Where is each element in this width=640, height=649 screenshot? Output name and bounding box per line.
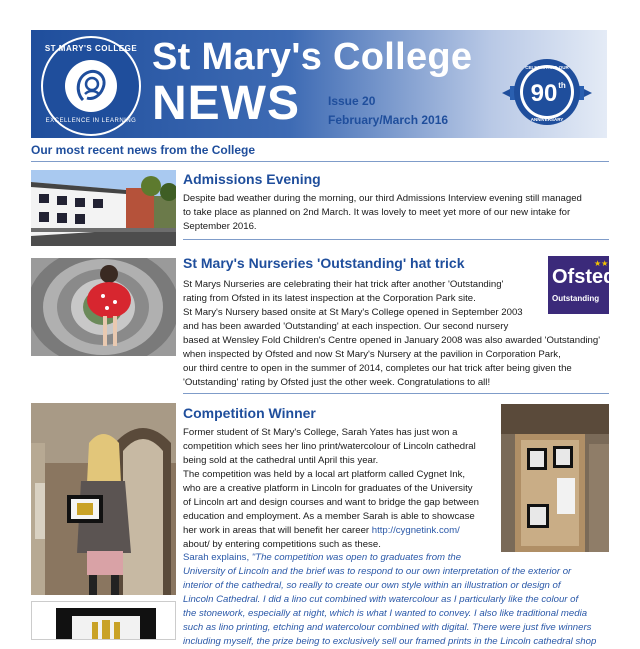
divider — [183, 239, 609, 240]
ofsted-rating: Outstanding — [552, 294, 600, 303]
badge-superscript: th — [558, 81, 566, 90]
badge-top-text: CELEBRATING OUR — [525, 65, 569, 70]
competition-line-text: her work in areas that will benefit her career — [183, 525, 372, 536]
quote-line — [183, 551, 596, 565]
quote-line: such as lino printing, etching and watercolour combined with digital. There were just five winners — [183, 622, 592, 633]
nursery-tunnel-photo — [31, 258, 176, 356]
badge-number: 90 — [530, 80, 558, 107]
quote-text: "The competition was open to graduates from the — [251, 552, 462, 563]
quote-line: including myself, the prize being to exclusively sell our framed prints in the Lincoln cathedral shop — [183, 636, 597, 647]
cygnet-ink-link[interactable]: http://cygnetink.com/ — [371, 525, 460, 536]
competition-heading: Competition Winner — [183, 405, 316, 421]
quote-line: the stonework, especially at night, which is what I wanted to convey. I also like traditional media — [183, 608, 588, 619]
cathedral-print-photo — [31, 601, 176, 640]
exhibition-photo — [501, 404, 609, 552]
newsletter-news-label: NEWS — [152, 77, 300, 130]
competition-line: Former student of St Mary's College, Sarah Yates has just won a — [183, 427, 458, 438]
divider — [31, 161, 609, 162]
admissions-heading: Admissions Evening — [183, 171, 321, 187]
nurseries-line: 'Outstanding' rating by Ofsted just the other week. Congratulations to all! — [183, 377, 491, 388]
competition-line: who are a creative platform in Lincoln for graduates of the University — [183, 483, 473, 494]
nurseries-line: when inspected by Ofsted and now St Mary's Nursery at the pavilion in Corporation Park, — [183, 349, 561, 360]
divider — [183, 393, 609, 394]
newsletter-title: St Mary's College — [152, 36, 473, 78]
badge-bottom-text: ANNIVERSARY — [530, 117, 564, 122]
nurseries-line: and has been awarded 'Outstanding' at each inspection. Our second nursery — [183, 321, 509, 332]
nurseries-body — [183, 278, 600, 390]
nurseries-line: our third centre to open in the summer of 2014, completes our hat trick after being given the — [183, 363, 572, 374]
competition-line: The competition was held by a local art platform called Cygnet Ink, — [183, 469, 466, 480]
admissions-line: September 2016. — [183, 221, 257, 232]
logo-bottom-text: EXCELLENCE IN LEARNING — [45, 118, 137, 124]
admissions-line: to take place as planned on 2nd March. It was lovely to meet yet more of our new intake for — [183, 207, 571, 218]
quote-block — [183, 551, 596, 649]
admissions-body — [183, 192, 582, 234]
star-icon: ★★ — [594, 259, 609, 268]
nurseries-line: based at Wensley Fold Children's Centre opened in January 2008 was also awarded 'Outstanding' — [183, 335, 601, 346]
logo-top-text: ST MARY'S COLLEGE — [44, 44, 138, 53]
sarah-yates-photo — [31, 403, 176, 595]
mother-child-icon — [65, 60, 117, 112]
nurseries-line: St Marys Nurseries are celebrating their hat trick after another 'Outstanding' — [183, 279, 504, 290]
nurseries-line: rating from Ofsted in its latest inspection at the Corporation Park site. — [183, 293, 476, 304]
quote-intro: Sarah explains, — [183, 552, 252, 563]
competition-line: being sold at the cathedral until April this year. — [183, 455, 379, 466]
quote-line: interior of the cathedral, so really to create our own style within an illustration or design of — [183, 580, 561, 591]
admissions-photo — [31, 170, 176, 246]
quote-line: Lincoln Cathedral. I did a lino cut combined with watercolour as I particularly like the colour of — [183, 594, 579, 605]
competition-line: education and employment. As a member Sarah is able to showcase — [183, 511, 475, 522]
ofsted-name: Ofsted — [552, 266, 616, 288]
competition-line: competition which sees her lino print/watercolour of Lincoln cathedral — [183, 441, 476, 452]
competition-line: of Lincoln art and design courses and want to bridge the gap between — [183, 497, 480, 508]
college-logo — [41, 36, 141, 136]
admissions-line: Despite bad weather during the morning, our third Admissions Interview evening still managed — [183, 193, 582, 204]
anniversary-badge — [500, 55, 594, 129]
quote-line: University of Lincoln and the brief was to respond to our own interpretation of the exterior or — [183, 566, 572, 577]
nurseries-line: St Mary's Nursery based onsite at St Mary's College opened in September 2003 — [183, 307, 523, 318]
issue-date: February/March 2016 — [328, 113, 449, 127]
nurseries-heading: St Mary's Nurseries 'Outstanding' hat trick — [183, 255, 465, 271]
competition-body — [183, 426, 479, 552]
competition-line — [183, 524, 479, 538]
competition-line: about/ by entering competitions such as these. — [183, 539, 381, 550]
issue-number: Issue 20 — [328, 94, 376, 108]
page-subtitle: Our most recent news from the College — [31, 143, 256, 157]
